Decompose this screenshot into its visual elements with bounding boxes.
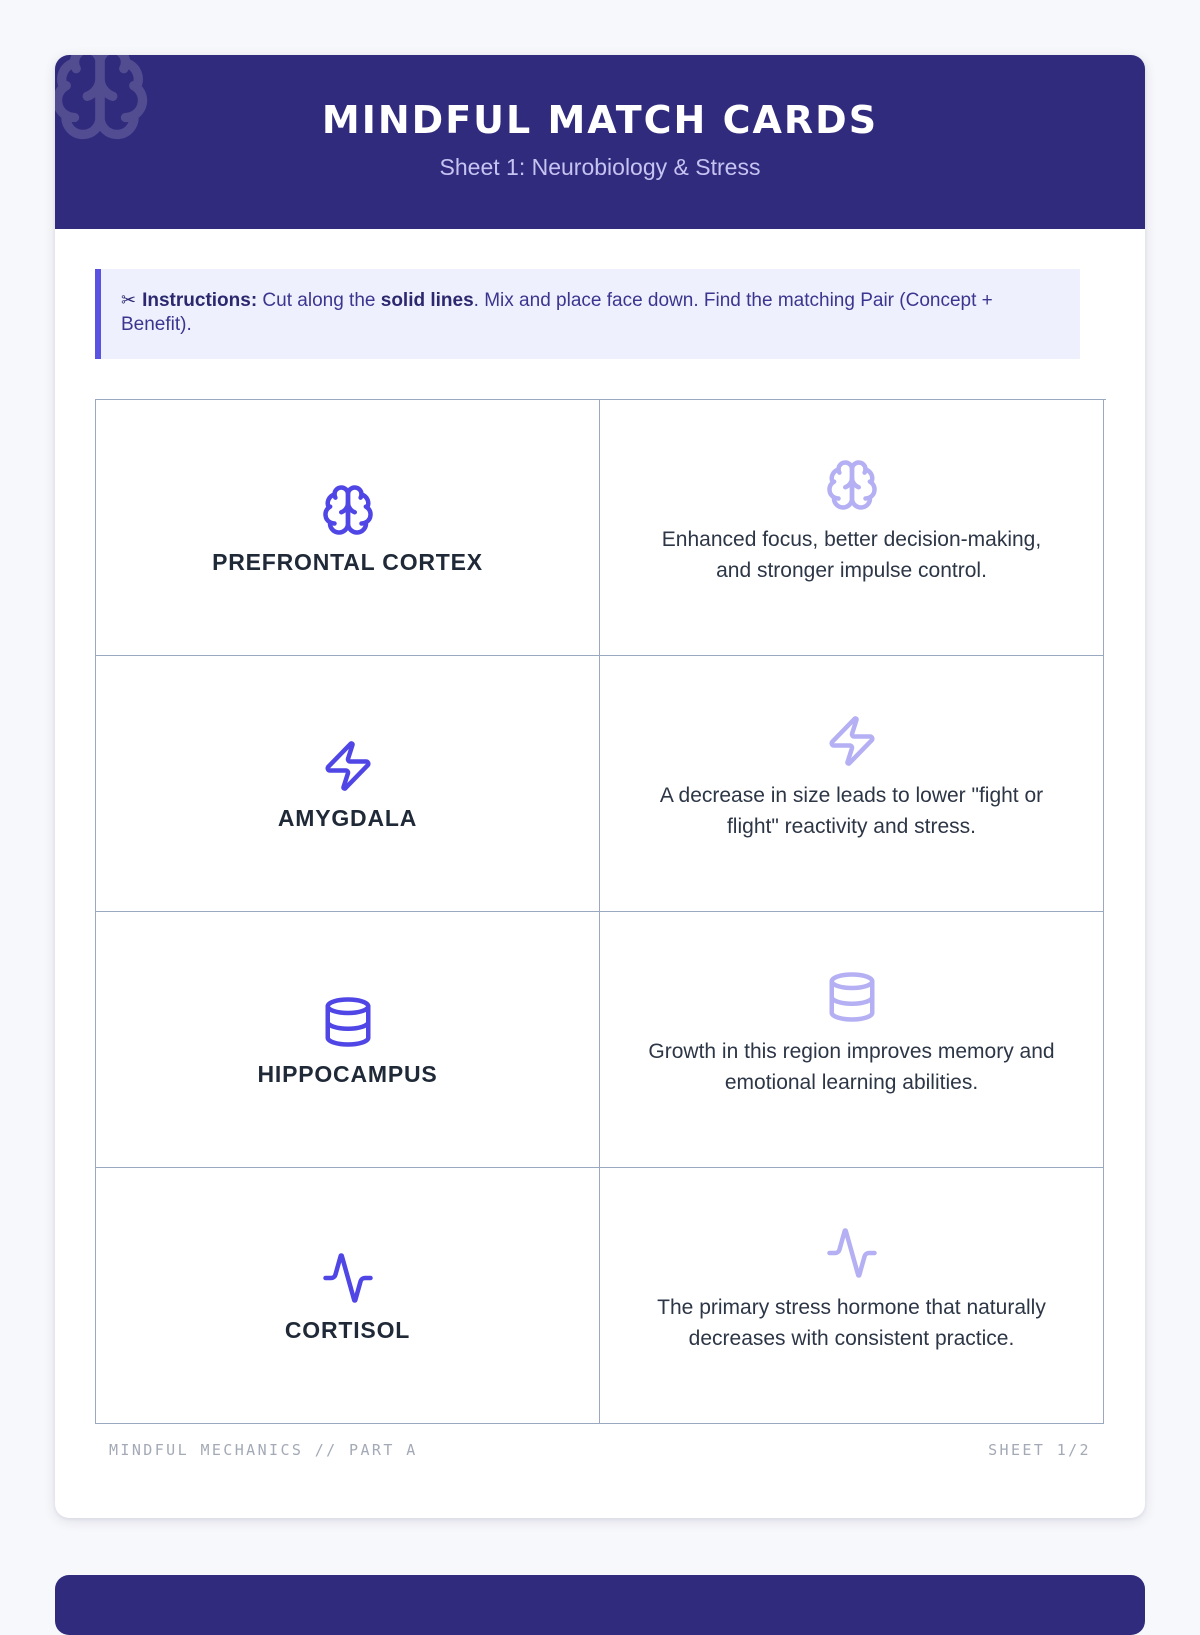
benefit-card-cortisol[interactable] xyxy=(600,1168,1104,1424)
sheet-header xyxy=(55,55,1145,229)
benefit-card-prefrontal-cortex[interactable] xyxy=(600,400,1104,656)
database-icon xyxy=(321,995,375,1049)
brain-icon xyxy=(825,458,879,512)
concept-card-hippocampus[interactable] xyxy=(96,912,600,1168)
brain-icon xyxy=(55,55,151,143)
concept-name: HIPPOCAMPUS xyxy=(257,1061,438,1087)
scissors-icon: ✂ xyxy=(121,290,137,311)
benefit-text: Growth in this region improves memory and emotional learning abilities. xyxy=(648,1039,1055,1094)
instructions-emphasis: solid lines xyxy=(380,290,474,311)
benefit-text: The primary stress hormone that naturally decreases with consistent practice. xyxy=(657,1295,1046,1350)
match-card-sheet xyxy=(55,55,1145,1518)
activity-pulse-icon xyxy=(825,1226,879,1280)
benefit-card-hippocampus[interactable] xyxy=(600,912,1104,1168)
benefit-text: Enhanced focus, better decision-making, and stronger impulse control. xyxy=(661,527,1042,582)
concept-name: CORTISOL xyxy=(284,1317,411,1343)
concept-card-cortisol[interactable] xyxy=(96,1168,600,1424)
brain-icon xyxy=(321,483,375,537)
instructions-label: Instructions: xyxy=(142,290,258,311)
concept-name: AMYGDALA xyxy=(277,805,418,831)
benefit-text: A decrease in size leads to lower "fight or flight" reactivity and stress. xyxy=(659,783,1044,838)
footer-sheet-number: SHEET 1/2 xyxy=(988,1441,1091,1459)
card-grid xyxy=(95,399,1106,1424)
benefit-card-amygdala[interactable] xyxy=(600,656,1104,912)
page-title: MINDFUL MATCH CARDS xyxy=(321,98,879,142)
concept-card-amygdala[interactable] xyxy=(96,656,600,912)
database-icon xyxy=(825,970,879,1024)
lightning-bolt-icon xyxy=(321,739,375,793)
concept-name: PREFRONTAL CORTEX xyxy=(212,549,483,575)
next-sheet-header xyxy=(55,1575,1145,1635)
page-subtitle: Sheet 1: Neurobiology & Stress xyxy=(439,154,761,180)
activity-pulse-icon xyxy=(321,1251,375,1305)
lightning-bolt-icon xyxy=(825,714,879,768)
footer-series-label: MINDFUL MECHANICS // PART A xyxy=(109,1441,418,1459)
concept-card-prefrontal-cortex[interactable] xyxy=(96,400,600,656)
instructions-text-end: . Mix and place face down. Find the matching Pair (Concept + Benefit). xyxy=(121,290,993,335)
instructions-box xyxy=(95,269,1080,359)
instructions-text-start: Cut along the xyxy=(257,290,381,311)
